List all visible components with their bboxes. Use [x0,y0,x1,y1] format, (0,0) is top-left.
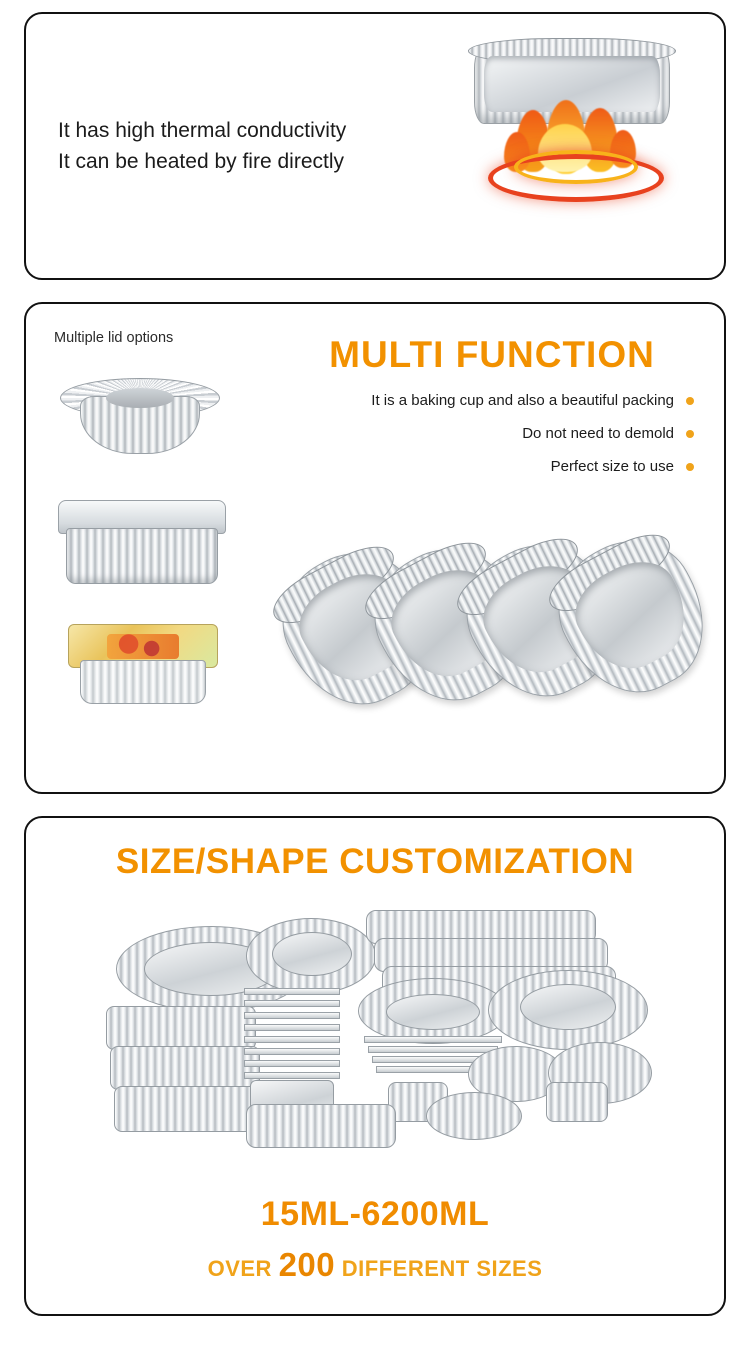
bullet-dot-icon [686,397,694,405]
bullet-text: It is a baking cup and also a beautiful packing [371,392,674,409]
bullet-dot-icon [686,430,694,438]
lid-options-caption: Multiple lid options [54,330,174,346]
lid-options-column [54,330,266,740]
bullet-item [276,392,694,409]
thermal-text-block [26,115,446,178]
rect-tray-stack-left [106,1006,256,1126]
thermal-line-2: It can be heated by fire directly [58,150,344,173]
lid-option-rect-clear-lid [54,492,266,596]
footer-prefix: OVER [207,1256,272,1281]
bullet-dot-icon [686,463,694,471]
bullet-item [276,425,694,442]
small-square-cup [546,1082,608,1122]
panel-multi-function [24,302,726,794]
size-shape-title: SIZE/SHAPE CUSTOMIZATION [115,842,635,881]
capacity-range: 15ML-6200ML [260,1195,490,1233]
panel-thermal-conductivity [24,12,726,280]
footer-number: 200 [278,1246,336,1283]
flame-icon [482,106,672,206]
lid-option-round-bowl [54,368,266,472]
loaf-tray-row-illustration [288,500,708,770]
bullet-item [276,458,694,475]
round-pan-lid [272,932,352,976]
front-rect-tray [246,1104,396,1148]
footer-suffix: DIFFERENT SIZES [341,1256,543,1281]
multi-function-bullets [276,392,708,475]
multi-function-text-column [276,326,708,491]
lid-option-printed-paper-lid [54,616,266,720]
large-round-pan-lid [520,984,616,1030]
multi-function-title: MULTI FUNCTION [329,334,655,375]
bullet-text: Perfect size to use [550,458,674,475]
bullet-text: Do not need to demold [522,425,674,442]
sizes-count-line [26,1246,724,1284]
thermal-line-1: It has high thermal conductivity [58,118,347,142]
panel-size-shape-customization [24,816,726,1316]
size-footer [26,1195,724,1284]
thermal-illustration [446,14,724,278]
front-round-tray [426,1092,522,1140]
assorted-containers-illustration [96,896,666,1166]
